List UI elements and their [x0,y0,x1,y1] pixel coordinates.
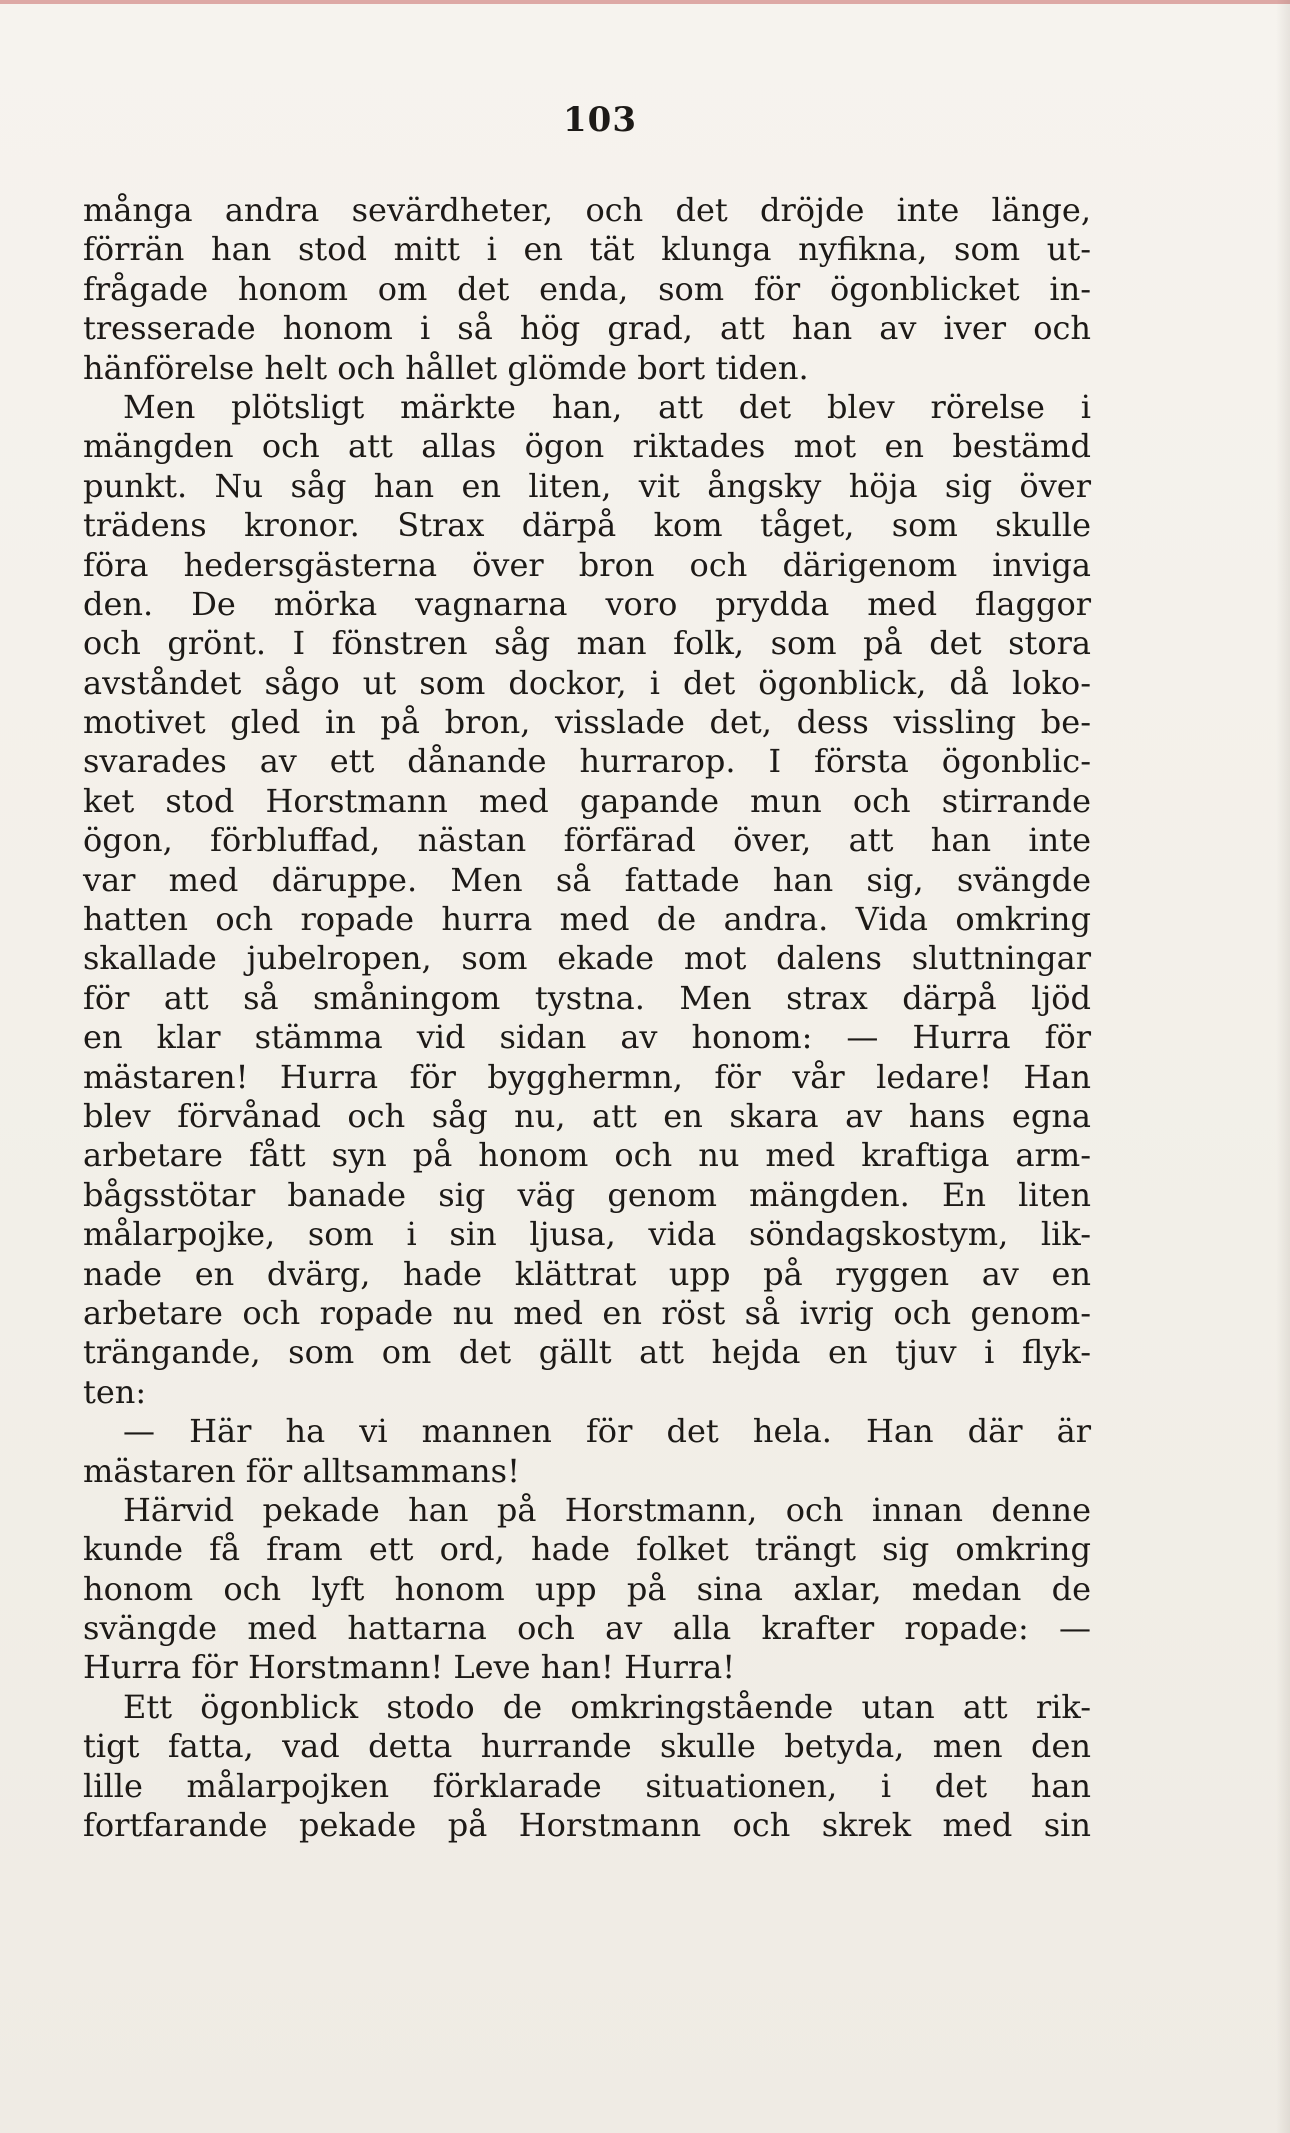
page-top-edge [0,0,1290,4]
text-line: punkt. Nu såg han en liten, vit ångsky höja sig över [83,466,1091,505]
page-right-shadow [1276,0,1290,2133]
text-line: en klar stämma vid sidan av honom: — Hurra för [83,1018,1091,1057]
text-line: var med däruppe. Men så fattade han sig, svängde [83,860,1091,899]
text-line: arbetare fått syn på honom och nu med kraftiga arm- [83,1136,1091,1175]
text-line: Men plötsligt märkte han, att det blev rörelse i [123,387,1091,426]
text-line: arbetare och ropade nu med en röst så ivrig och genom- [83,1293,1091,1332]
text-line: tigt fatta, vad detta hurrande skulle betyda, men den [83,1727,1091,1766]
text-line: kunde få fram ett ord, hade folket trängt sig omkring [83,1530,1091,1569]
text-line: bågsstötar banade sig väg genom mängden. En liten [83,1175,1091,1214]
text-line: svarades av ett dånande hurrarop. I första ögonblic- [83,742,1091,781]
text-line: den. De mörka vagnarna voro prydda med flaggor [83,584,1091,623]
text-line: föra hedersgästerna över bron och därigenom inviga [83,545,1091,584]
text-line: och grönt. I fönstren såg man folk, som på det stora [83,624,1091,663]
text-line: hänförelse helt och hållet glömde bort tiden. [83,348,809,387]
text-line: ten: [83,1372,147,1411]
text-line: frågade honom om det enda, som för ögonblicket in- [83,269,1091,308]
text-line: mästaren för alltsammans! [83,1451,520,1490]
text-line: ögon, förbluffad, nästan förfärad över, att han inte [83,821,1091,860]
text-line: hatten och ropade hurra med de andra. Vida omkring [83,900,1091,939]
text-line: honom och lyft honom upp på sina axlar, medan de [83,1569,1091,1608]
text-line: lille målarpojken förklarade situationen, i det han [83,1766,1091,1805]
body-text [83,191,1091,1845]
text-line: motivet gled in på bron, visslade det, dess vissling be- [83,703,1091,742]
text-line: ket stod Horstmann med gapande mun och stirrande [83,781,1091,820]
text-line: många andra sevärdheter, och det dröjde inte länge, [83,191,1091,229]
text-line: målarpojke, som i sin ljusa, vida söndagskostym, lik- [83,1215,1091,1254]
text-line: fortfarande pekade på Horstmann och skrek med sin [83,1806,1091,1845]
text-line: mästaren! Hurra för bygghermn, för vår ledare! Han [83,1057,1091,1096]
text-line: svängde med hattarna och av alla krafter ropade: — [83,1609,1091,1648]
text-line: Hurra för Horstmann! Leve han! Hurra! [83,1648,736,1687]
text-line: avståndet sågo ut som dockor, i det ögonblick, då loko- [83,663,1091,702]
text-line: Ett ögonblick stodo de omkringstående utan att rik- [123,1687,1091,1726]
text-line: — Här ha vi mannen för det hela. Han där är [123,1412,1091,1451]
text-line: trädens kronor. Strax därpå kom tåget, som skulle [83,506,1091,545]
text-line: mängden och att allas ögon riktades mot en bestämd [83,427,1091,466]
text-line: för att så småningom tystna. Men strax därpå ljöd [83,978,1091,1017]
text-line: skallade jubelropen, som ekade mot dalens sluttningar [83,939,1091,978]
text-line: tresserade honom i så hög grad, att han av iver och [83,309,1091,348]
text-line: blev förvånad och såg nu, att en skara av hans egna [83,1096,1091,1135]
text-line: förrän han stod mitt i en tät klunga nyfikna, som ut- [83,230,1091,269]
text-line: Härvid pekade han på Horstmann, och innan denne [123,1490,1091,1529]
text-line: trängande, som om det gällt att hejda en tjuv i flyk- [83,1333,1091,1372]
text-line: nade en dvärg, hade klättrat upp på ryggen av en [83,1254,1091,1293]
page-number: 103 [563,100,637,140]
